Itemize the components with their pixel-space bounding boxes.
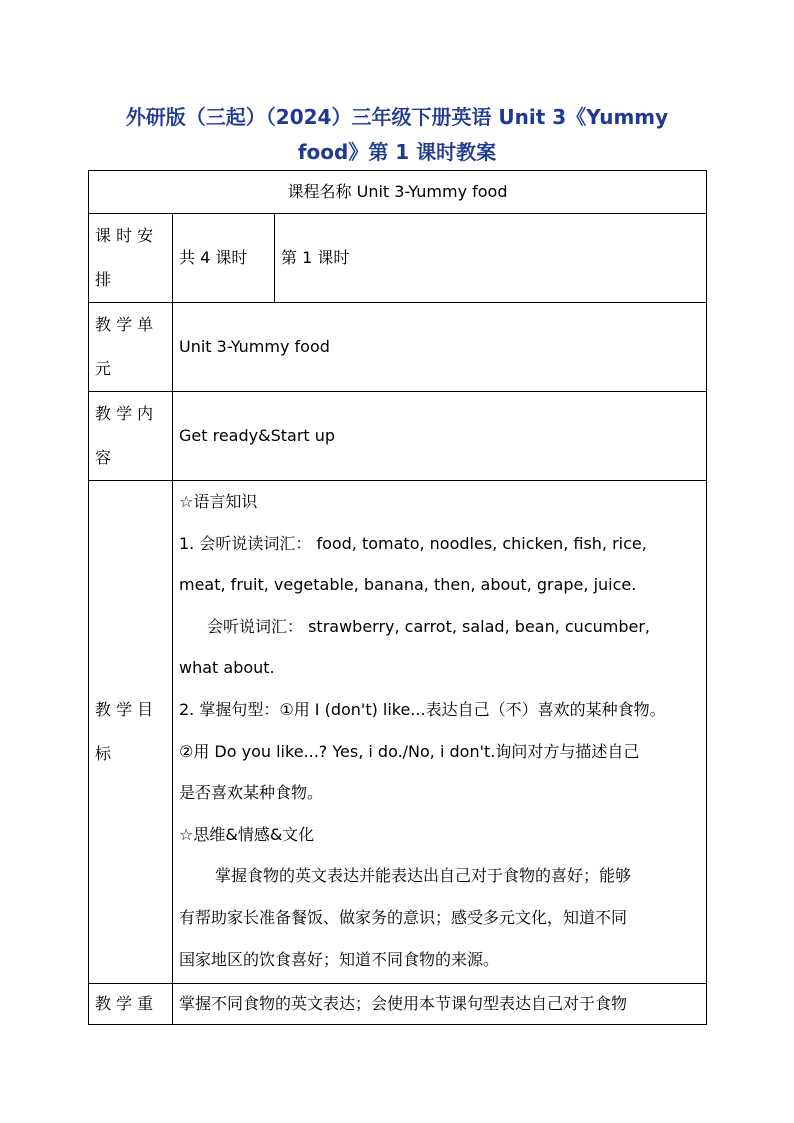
goal-line-vocab-4: what about. bbox=[179, 658, 275, 678]
course-name-cell: 课程名称 Unit 3-Yummy food bbox=[89, 171, 707, 214]
goal-line-thinking-3: 国家地区的饮食喜好；知道不同食物的来源。 bbox=[179, 949, 500, 969]
teaching-content-label-line2: 容 bbox=[95, 448, 112, 467]
teaching-unit-label-line2: 元 bbox=[95, 359, 112, 378]
teaching-content-label bbox=[89, 392, 173, 481]
class-hours-row bbox=[89, 214, 707, 303]
teaching-content-value: Get ready&Start up bbox=[173, 392, 707, 481]
current-hour-cell: 第 1 课时 bbox=[275, 214, 707, 303]
teaching-goals-label bbox=[89, 481, 173, 984]
teaching-key-row bbox=[89, 984, 707, 1025]
teaching-key-label-line1: 教 学 重 bbox=[95, 994, 154, 1013]
title-line-2: food》第 1 课时教案 bbox=[297, 140, 497, 164]
class-hours-label bbox=[89, 214, 173, 303]
teaching-key-label bbox=[89, 984, 173, 1025]
teaching-content-label-line1: 教 学 内 bbox=[95, 404, 154, 423]
teaching-unit-label-line1: 教 学 单 bbox=[95, 315, 154, 334]
teaching-goals-label-line2: 标 bbox=[95, 744, 112, 763]
teaching-unit-row bbox=[89, 303, 707, 392]
title-line-1: 外研版（三起）（2024）三年级下册英语 Unit 3《Yummy bbox=[125, 105, 669, 129]
teaching-key-text: 掌握不同食物的英文表达；会使用本节课句型表达自己对于食物 bbox=[179, 994, 628, 1013]
total-hours-cell: 共 4 课时 bbox=[173, 214, 275, 303]
teaching-unit-value: Unit 3-Yummy food bbox=[173, 303, 707, 392]
teaching-goals-row bbox=[89, 481, 707, 984]
goal-line-sentence-3: 是否喜欢某种食物。 bbox=[179, 783, 324, 803]
teaching-content-row bbox=[89, 392, 707, 481]
goal-line-thinking-2: 有帮助家长准备餐饭、做家务的意识；感受多元文化，知道不同 bbox=[179, 907, 628, 927]
goal-heading-thinking: ☆思维&情感&文化 bbox=[179, 824, 315, 844]
document-title bbox=[90, 100, 704, 170]
lesson-plan-table bbox=[88, 170, 707, 1025]
goal-line-sentence-2: ②用 Do you like...? Yes, i do./No, i don't.询问对方与描述自己 bbox=[179, 741, 640, 761]
teaching-key-value bbox=[173, 984, 707, 1025]
course-name-row bbox=[89, 171, 707, 214]
goal-line-sentence-1: 2. 掌握句型：①用 I (don't) like...表达自己（不）喜欢的某种食物。 bbox=[179, 699, 666, 719]
goal-heading-language: ☆语言知识 bbox=[179, 492, 258, 511]
teaching-goals-label-line1: 教 学 目 bbox=[95, 700, 154, 719]
goal-line-vocab-3: 会听说词汇： strawberry, carrot, salad, bean, cucumber, bbox=[207, 616, 651, 636]
class-hours-label-line1: 课 时 安 bbox=[95, 226, 154, 245]
goal-line-vocab-1: 1. 会听说读词汇： food, tomato, noodles, chicken, fish, rice, bbox=[179, 533, 647, 553]
goal-line-vocab-2: meat, fruit, vegetable, banana, then, about, grape, juice. bbox=[179, 575, 637, 595]
goal-line-thinking-1: 掌握食物的英文表达并能表达出自己对于食物的喜好；能够 bbox=[215, 866, 632, 886]
class-hours-label-line2: 排 bbox=[95, 270, 112, 289]
teaching-goals-content bbox=[173, 481, 707, 984]
teaching-unit-label bbox=[89, 303, 173, 392]
